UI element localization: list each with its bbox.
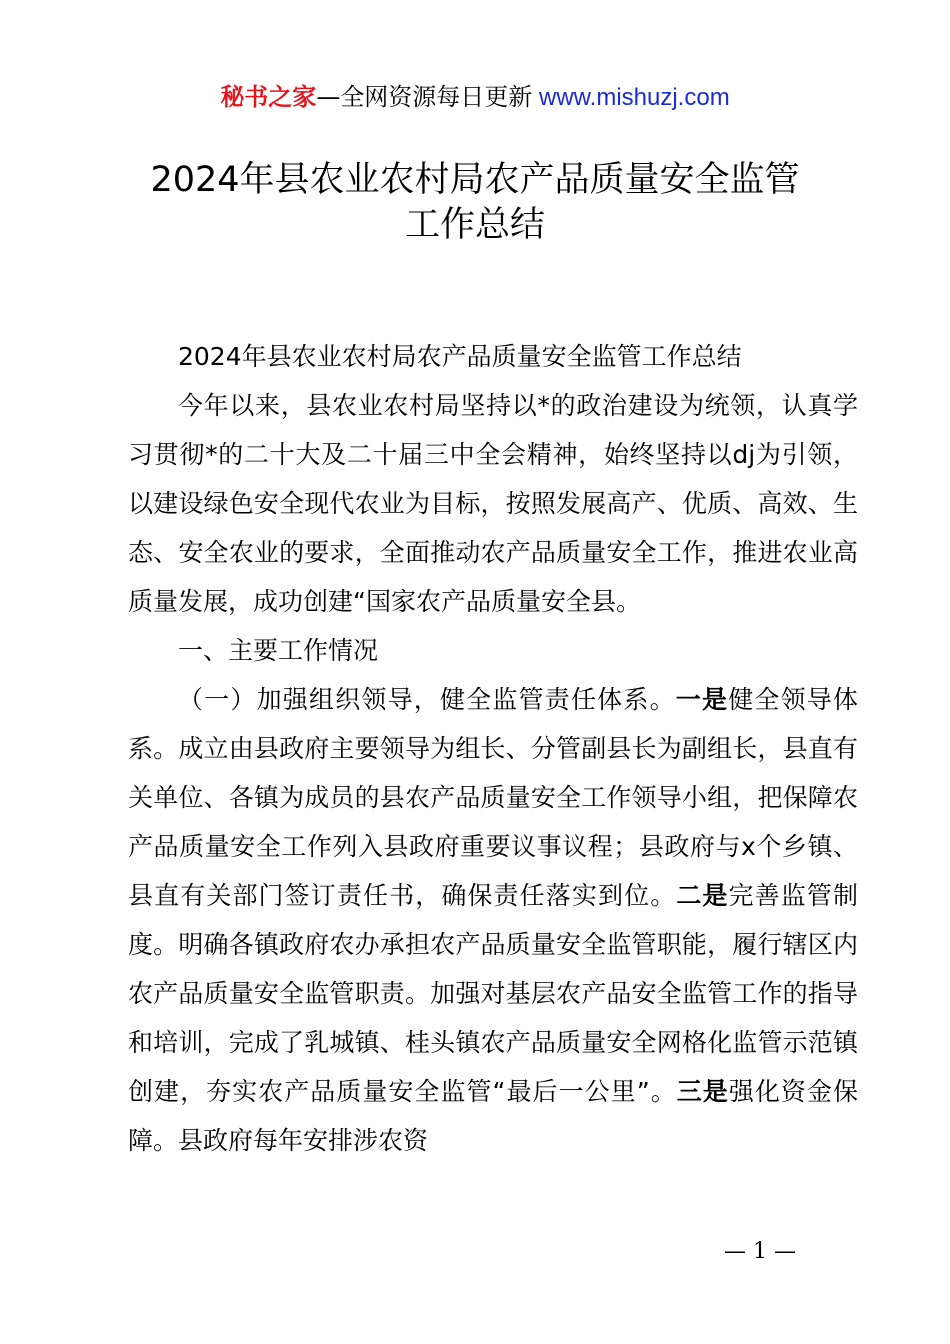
banner-slogan: —全网资源每日更新 [316, 83, 533, 111]
site-banner [0, 80, 950, 115]
point-text-2: 完善监管制度。明确各镇政府农办承担农产品质量安全监管职能，履行辖区内农产品质量安全监管职责。加强对基层农产品安全监管工作的指导和培训，完成了乳城镇、桂头镇农产品质量安全网格化监管示范镇创建，夯实农产品质量安全监管“最后一公里”。 [128, 881, 858, 1106]
section-paragraph [128, 675, 858, 1165]
point-text-1: 健全领导体系。成立由县政府主要领导为组长、分管副县长为副组长，县直有关单位、各镇为成员的县农产品质量安全工作领导小组，把保障农产品质量安全工作列入县政府重要议事议程；县政府与x个乡镇、县直有关部门签订责任书，确保责任落实到位。 [128, 685, 858, 910]
page-number: — 1 — [724, 1239, 796, 1264]
point-lead-3: 三是 [676, 1077, 729, 1106]
banner-brand: 秘书之家 [220, 83, 317, 111]
title-line-1: 2024年县农业农村局农产品质量安全监管 [150, 160, 800, 200]
point-lead-2: 二是 [676, 881, 729, 910]
banner-site-link[interactable]: www.mishuzj.com [532, 84, 730, 111]
section-heading: 一、主要工作情况 [178, 636, 379, 665]
intro-paragraph: 今年以来，县农业农村局坚持以*的政治建设为统领，认真学习贯彻*的二十大及二十届三中全会精神，始终坚持以dj为引领，以建设绿色安全现代农业为目标，按照发展高产、优质、高效、生态、安全农业的要求，全面推动农产品质量安全工作，推进农业高质量发展，成功创建“国家农产品质量安全县。 [128, 391, 858, 616]
point-text-3: 强化资金保障。县政府每年安排涉农资 [128, 1077, 858, 1155]
point-lead-1: 一是 [675, 685, 729, 714]
subtitle-paragraph: 2024年县农业农村局农产品质量安全监管工作总结 [178, 342, 742, 371]
title-line-2: 工作总结 [404, 205, 545, 245]
subsection-heading: （一）加强组织领导，健全监管责任体系。 [178, 685, 676, 714]
document-title [0, 158, 950, 248]
document-body [128, 332, 858, 1165]
